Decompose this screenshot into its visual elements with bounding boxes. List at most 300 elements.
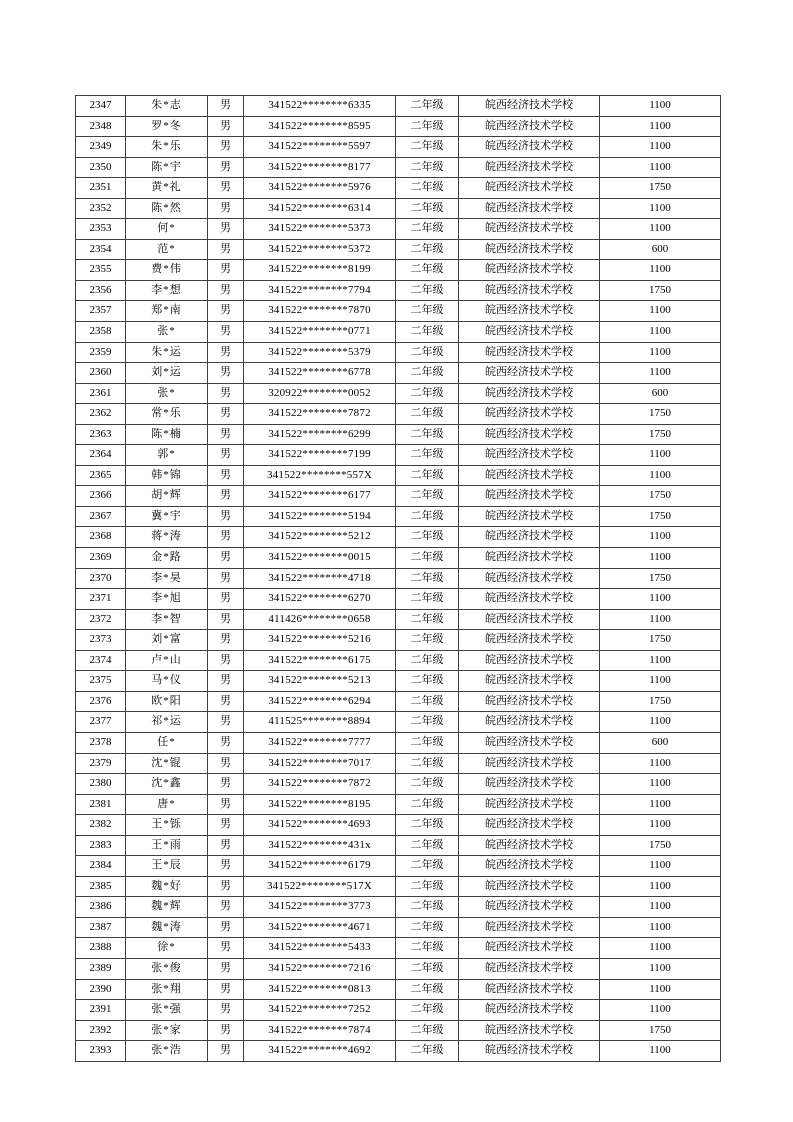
amount-cell: 1100 <box>600 260 721 281</box>
amount-cell: 1100 <box>600 1041 721 1062</box>
table-row <box>76 650 721 671</box>
grade-cell: 二年级 <box>396 342 459 363</box>
gender-cell: 男 <box>208 342 244 363</box>
school-cell: 皖西经济技术学校 <box>459 363 600 384</box>
school-cell: 皖西经济技术学校 <box>459 671 600 692</box>
grade-cell: 二年级 <box>396 96 459 117</box>
name-cell: 魏*辉 <box>126 897 208 918</box>
serial-cell: 2358 <box>76 322 126 343</box>
amount-cell: 1100 <box>600 609 721 630</box>
id-number-cell: 341522********8195 <box>244 794 396 815</box>
gender-cell: 男 <box>208 548 244 569</box>
serial-cell: 2376 <box>76 691 126 712</box>
serial-cell: 2381 <box>76 794 126 815</box>
name-cell: 陈*然 <box>126 198 208 219</box>
grade-cell: 二年级 <box>396 404 459 425</box>
serial-cell: 2377 <box>76 712 126 733</box>
school-cell: 皖西经济技术学校 <box>459 938 600 959</box>
name-cell: 李*智 <box>126 609 208 630</box>
grade-cell: 二年级 <box>396 363 459 384</box>
gender-cell: 男 <box>208 116 244 137</box>
id-number-cell: 341522********5372 <box>244 239 396 260</box>
grade-cell: 二年级 <box>396 445 459 466</box>
amount-cell: 1100 <box>600 116 721 137</box>
table-row <box>76 979 721 1000</box>
serial-cell: 2383 <box>76 835 126 856</box>
amount-cell: 1100 <box>600 897 721 918</box>
name-cell: 郑*南 <box>126 301 208 322</box>
table-row <box>76 630 721 651</box>
name-cell: 费*伟 <box>126 260 208 281</box>
serial-cell: 2369 <box>76 548 126 569</box>
grade-cell: 二年级 <box>396 691 459 712</box>
table-row <box>76 589 721 610</box>
serial-cell: 2352 <box>76 198 126 219</box>
table-row <box>76 219 721 240</box>
grade-cell: 二年级 <box>396 116 459 137</box>
table-row <box>76 137 721 158</box>
gender-cell: 男 <box>208 137 244 158</box>
gender-cell: 男 <box>208 424 244 445</box>
grade-cell: 二年级 <box>396 548 459 569</box>
grade-cell: 二年级 <box>396 219 459 240</box>
school-cell: 皖西经济技术学校 <box>459 650 600 671</box>
name-cell: 李*昊 <box>126 568 208 589</box>
id-number-cell: 341522********4718 <box>244 568 396 589</box>
table-row <box>76 342 721 363</box>
amount-cell: 1100 <box>600 548 721 569</box>
table-row <box>76 383 721 404</box>
grade-cell: 二年级 <box>396 137 459 158</box>
grade-cell: 二年级 <box>396 979 459 1000</box>
id-number-cell: 341522********4693 <box>244 815 396 836</box>
name-cell: 魏*涛 <box>126 917 208 938</box>
id-number-cell: 341522********5373 <box>244 219 396 240</box>
name-cell: 朱*运 <box>126 342 208 363</box>
school-cell: 皖西经济技术学校 <box>459 198 600 219</box>
table-row <box>76 794 721 815</box>
school-cell: 皖西经济技术学校 <box>459 815 600 836</box>
id-number-cell: 341522********557X <box>244 465 396 486</box>
serial-cell: 2355 <box>76 260 126 281</box>
school-cell: 皖西经济技术学校 <box>459 897 600 918</box>
grade-cell: 二年级 <box>396 589 459 610</box>
table-row <box>76 609 721 630</box>
serial-cell: 2365 <box>76 465 126 486</box>
name-cell: 张*家 <box>126 1020 208 1041</box>
school-cell: 皖西经济技术学校 <box>459 342 600 363</box>
gender-cell: 男 <box>208 897 244 918</box>
gender-cell: 男 <box>208 506 244 527</box>
id-number-cell: 341522********7216 <box>244 958 396 979</box>
gender-cell: 男 <box>208 322 244 343</box>
grade-cell: 二年级 <box>396 671 459 692</box>
gender-cell: 男 <box>208 445 244 466</box>
name-cell: 何* <box>126 219 208 240</box>
grade-cell: 二年级 <box>396 835 459 856</box>
grade-cell: 二年级 <box>396 301 459 322</box>
gender-cell: 男 <box>208 96 244 117</box>
gender-cell: 男 <box>208 301 244 322</box>
grade-cell: 二年级 <box>396 280 459 301</box>
school-cell: 皖西经济技术学校 <box>459 383 600 404</box>
name-cell: 祁*运 <box>126 712 208 733</box>
grade-cell: 二年级 <box>396 322 459 343</box>
serial-cell: 2357 <box>76 301 126 322</box>
grade-cell: 二年级 <box>396 1000 459 1021</box>
grade-cell: 二年级 <box>396 917 459 938</box>
id-number-cell: 341522********7777 <box>244 732 396 753</box>
table-row <box>76 1041 721 1062</box>
school-cell: 皖西经济技术学校 <box>459 979 600 1000</box>
gender-cell: 男 <box>208 589 244 610</box>
name-cell: 唐* <box>126 794 208 815</box>
grade-cell: 二年级 <box>396 650 459 671</box>
id-number-cell: 320922********0052 <box>244 383 396 404</box>
table-row <box>76 239 721 260</box>
name-cell: 范* <box>126 239 208 260</box>
amount-cell: 1750 <box>600 280 721 301</box>
table-row <box>76 157 721 178</box>
serial-cell: 2390 <box>76 979 126 1000</box>
grade-cell: 二年级 <box>396 630 459 651</box>
table-row <box>76 712 721 733</box>
amount-cell: 1750 <box>600 178 721 199</box>
amount-cell: 600 <box>600 383 721 404</box>
amount-cell: 1100 <box>600 794 721 815</box>
school-cell: 皖西经济技术学校 <box>459 589 600 610</box>
serial-cell: 2362 <box>76 404 126 425</box>
school-cell: 皖西经济技术学校 <box>459 630 600 651</box>
id-number-cell: 341522********4671 <box>244 917 396 938</box>
grade-cell: 二年级 <box>396 506 459 527</box>
serial-cell: 2387 <box>76 917 126 938</box>
table-row <box>76 917 721 938</box>
serial-cell: 2351 <box>76 178 126 199</box>
table-row <box>76 1020 721 1041</box>
gender-cell: 男 <box>208 383 244 404</box>
id-number-cell: 341522********7252 <box>244 1000 396 1021</box>
grade-cell: 二年级 <box>396 1020 459 1041</box>
id-number-cell: 341522********0771 <box>244 322 396 343</box>
gender-cell: 男 <box>208 239 244 260</box>
serial-cell: 2392 <box>76 1020 126 1041</box>
school-cell: 皖西经济技术学校 <box>459 116 600 137</box>
amount-cell: 1750 <box>600 691 721 712</box>
gender-cell: 男 <box>208 157 244 178</box>
table-row <box>76 774 721 795</box>
id-number-cell: 341522********6294 <box>244 691 396 712</box>
serial-cell: 2353 <box>76 219 126 240</box>
gender-cell: 男 <box>208 260 244 281</box>
grade-cell: 二年级 <box>396 239 459 260</box>
gender-cell: 男 <box>208 917 244 938</box>
amount-cell: 1100 <box>600 958 721 979</box>
name-cell: 朱*志 <box>126 96 208 117</box>
grade-cell: 二年级 <box>396 938 459 959</box>
gender-cell: 男 <box>208 650 244 671</box>
name-cell: 李*想 <box>126 280 208 301</box>
table-row <box>76 424 721 445</box>
serial-cell: 2361 <box>76 383 126 404</box>
grade-cell: 二年级 <box>396 774 459 795</box>
id-number-cell: 341522********6270 <box>244 589 396 610</box>
name-cell: 魏*好 <box>126 876 208 897</box>
name-cell: 韩*锦 <box>126 465 208 486</box>
id-number-cell: 341522********5216 <box>244 630 396 651</box>
amount-cell: 1750 <box>600 835 721 856</box>
gender-cell: 男 <box>208 835 244 856</box>
gender-cell: 男 <box>208 1000 244 1021</box>
serial-cell: 2349 <box>76 137 126 158</box>
id-number-cell: 341522********7794 <box>244 280 396 301</box>
school-cell: 皖西经济技术学校 <box>459 712 600 733</box>
gender-cell: 男 <box>208 979 244 1000</box>
name-cell: 马*仪 <box>126 671 208 692</box>
amount-cell: 1100 <box>600 917 721 938</box>
name-cell: 徐* <box>126 938 208 959</box>
amount-cell: 1100 <box>600 301 721 322</box>
table-row <box>76 1000 721 1021</box>
id-number-cell: 341522********6299 <box>244 424 396 445</box>
amount-cell: 600 <box>600 732 721 753</box>
amount-cell: 600 <box>600 239 721 260</box>
grade-cell: 二年级 <box>396 876 459 897</box>
serial-cell: 2379 <box>76 753 126 774</box>
table-row <box>76 322 721 343</box>
table-row <box>76 178 721 199</box>
school-cell: 皖西经济技术学校 <box>459 753 600 774</box>
serial-cell: 2375 <box>76 671 126 692</box>
gender-cell: 男 <box>208 732 244 753</box>
name-cell: 胡*辉 <box>126 486 208 507</box>
id-number-cell: 341522********7872 <box>244 404 396 425</box>
id-number-cell: 341522********5433 <box>244 938 396 959</box>
gender-cell: 男 <box>208 363 244 384</box>
id-number-cell: 341522********8199 <box>244 260 396 281</box>
amount-cell: 1100 <box>600 96 721 117</box>
school-cell: 皖西经济技术学校 <box>459 691 600 712</box>
name-cell: 欧*阳 <box>126 691 208 712</box>
amount-cell: 1100 <box>600 342 721 363</box>
school-cell: 皖西经济技术学校 <box>459 322 600 343</box>
school-cell: 皖西经济技术学校 <box>459 260 600 281</box>
school-cell: 皖西经济技术学校 <box>459 137 600 158</box>
serial-cell: 2385 <box>76 876 126 897</box>
id-number-cell: 341522********5379 <box>244 342 396 363</box>
grade-cell: 二年级 <box>396 260 459 281</box>
name-cell: 任* <box>126 732 208 753</box>
amount-cell: 1100 <box>600 753 721 774</box>
id-number-cell: 341522********5597 <box>244 137 396 158</box>
gender-cell: 男 <box>208 404 244 425</box>
serial-cell: 2378 <box>76 732 126 753</box>
school-cell: 皖西经济技术学校 <box>459 219 600 240</box>
id-number-cell: 341522********4692 <box>244 1041 396 1062</box>
serial-cell: 2371 <box>76 589 126 610</box>
school-cell: 皖西经济技术学校 <box>459 178 600 199</box>
grade-cell: 二年级 <box>396 794 459 815</box>
school-cell: 皖西经济技术学校 <box>459 239 600 260</box>
table-row <box>76 445 721 466</box>
name-cell: 刘*运 <box>126 363 208 384</box>
serial-cell: 2386 <box>76 897 126 918</box>
grade-cell: 二年级 <box>396 568 459 589</box>
table-row <box>76 671 721 692</box>
grade-cell: 二年级 <box>396 178 459 199</box>
gender-cell: 男 <box>208 774 244 795</box>
id-number-cell: 341522********6175 <box>244 650 396 671</box>
serial-cell: 2364 <box>76 445 126 466</box>
name-cell: 金*路 <box>126 548 208 569</box>
gender-cell: 男 <box>208 815 244 836</box>
school-cell: 皖西经济技术学校 <box>459 1041 600 1062</box>
school-cell: 皖西经济技术学校 <box>459 856 600 877</box>
grade-cell: 二年级 <box>396 1041 459 1062</box>
id-number-cell: 341522********6778 <box>244 363 396 384</box>
gender-cell: 男 <box>208 568 244 589</box>
id-number-cell: 341522********5194 <box>244 506 396 527</box>
gender-cell: 男 <box>208 609 244 630</box>
gender-cell: 男 <box>208 753 244 774</box>
serial-cell: 2348 <box>76 116 126 137</box>
school-cell: 皖西经济技术学校 <box>459 548 600 569</box>
name-cell: 刘*富 <box>126 630 208 651</box>
name-cell: 沈*锟 <box>126 753 208 774</box>
amount-cell: 1750 <box>600 404 721 425</box>
serial-cell: 2382 <box>76 815 126 836</box>
name-cell: 张*翔 <box>126 979 208 1000</box>
table-row <box>76 815 721 836</box>
school-cell: 皖西经济技术学校 <box>459 958 600 979</box>
school-cell: 皖西经济技术学校 <box>459 1000 600 1021</box>
table-row <box>76 506 721 527</box>
id-number-cell: 341522********5212 <box>244 527 396 548</box>
gender-cell: 男 <box>208 465 244 486</box>
school-cell: 皖西经济技术学校 <box>459 794 600 815</box>
school-cell: 皖西经济技术学校 <box>459 506 600 527</box>
name-cell: 朱*乐 <box>126 137 208 158</box>
serial-cell: 2368 <box>76 527 126 548</box>
id-number-cell: 341522********6177 <box>244 486 396 507</box>
table-row <box>76 198 721 219</box>
grade-cell: 二年级 <box>396 753 459 774</box>
amount-cell: 1750 <box>600 424 721 445</box>
school-cell: 皖西经济技术学校 <box>459 486 600 507</box>
table-row <box>76 856 721 877</box>
serial-cell: 2384 <box>76 856 126 877</box>
serial-cell: 2370 <box>76 568 126 589</box>
grade-cell: 二年级 <box>396 486 459 507</box>
school-cell: 皖西经济技术学校 <box>459 465 600 486</box>
school-cell: 皖西经济技术学校 <box>459 1020 600 1041</box>
gender-cell: 男 <box>208 486 244 507</box>
gender-cell: 男 <box>208 630 244 651</box>
gender-cell: 男 <box>208 178 244 199</box>
school-cell: 皖西经济技术学校 <box>459 876 600 897</box>
school-cell: 皖西经济技术学校 <box>459 301 600 322</box>
table-row <box>76 897 721 918</box>
grade-cell: 二年级 <box>396 198 459 219</box>
table-row <box>76 486 721 507</box>
table-body <box>76 96 721 1062</box>
table-row <box>76 835 721 856</box>
id-number-cell: 341522********0813 <box>244 979 396 1000</box>
gender-cell: 男 <box>208 1041 244 1062</box>
id-number-cell: 341522********7199 <box>244 445 396 466</box>
amount-cell: 1100 <box>600 938 721 959</box>
id-number-cell: 341522********7874 <box>244 1020 396 1041</box>
name-cell: 常*乐 <box>126 404 208 425</box>
amount-cell: 1100 <box>600 157 721 178</box>
amount-cell: 1100 <box>600 856 721 877</box>
gender-cell: 男 <box>208 280 244 301</box>
id-number-cell: 341522********5976 <box>244 178 396 199</box>
gender-cell: 男 <box>208 1020 244 1041</box>
gender-cell: 男 <box>208 219 244 240</box>
table-row <box>76 938 721 959</box>
amount-cell: 1100 <box>600 979 721 1000</box>
school-cell: 皖西经济技术学校 <box>459 917 600 938</box>
grade-cell: 二年级 <box>396 465 459 486</box>
school-cell: 皖西经济技术学校 <box>459 445 600 466</box>
grade-cell: 二年级 <box>396 383 459 404</box>
gender-cell: 男 <box>208 712 244 733</box>
student-funding-table <box>75 95 721 1062</box>
school-cell: 皖西经济技术学校 <box>459 404 600 425</box>
gender-cell: 男 <box>208 958 244 979</box>
id-number-cell: 411426********0658 <box>244 609 396 630</box>
name-cell: 黄*礼 <box>126 178 208 199</box>
gender-cell: 男 <box>208 527 244 548</box>
serial-cell: 2350 <box>76 157 126 178</box>
serial-cell: 2374 <box>76 650 126 671</box>
gender-cell: 男 <box>208 691 244 712</box>
amount-cell: 1100 <box>600 363 721 384</box>
id-number-cell: 341522********7017 <box>244 753 396 774</box>
name-cell: 陈*宇 <box>126 157 208 178</box>
id-number-cell: 341522********3773 <box>244 897 396 918</box>
serial-cell: 2388 <box>76 938 126 959</box>
id-number-cell: 341522********517X <box>244 876 396 897</box>
amount-cell: 1750 <box>600 630 721 651</box>
name-cell: 罗*冬 <box>126 116 208 137</box>
serial-cell: 2359 <box>76 342 126 363</box>
amount-cell: 1100 <box>600 219 721 240</box>
serial-cell: 2389 <box>76 958 126 979</box>
serial-cell: 2391 <box>76 1000 126 1021</box>
amount-cell: 1750 <box>600 1020 721 1041</box>
id-number-cell: 341522********5213 <box>244 671 396 692</box>
gender-cell: 男 <box>208 876 244 897</box>
school-cell: 皖西经济技术学校 <box>459 157 600 178</box>
amount-cell: 1750 <box>600 506 721 527</box>
table-row <box>76 404 721 425</box>
grade-cell: 二年级 <box>396 424 459 445</box>
amount-cell: 1100 <box>600 1000 721 1021</box>
name-cell: 张*强 <box>126 1000 208 1021</box>
grade-cell: 二年级 <box>396 815 459 836</box>
school-cell: 皖西经济技术学校 <box>459 835 600 856</box>
name-cell: 张*俊 <box>126 958 208 979</box>
grade-cell: 二年级 <box>396 732 459 753</box>
school-cell: 皖西经济技术学校 <box>459 527 600 548</box>
serial-cell: 2360 <box>76 363 126 384</box>
id-number-cell: 341522********6314 <box>244 198 396 219</box>
id-number-cell: 341522********7870 <box>244 301 396 322</box>
table-row <box>76 548 721 569</box>
school-cell: 皖西经济技术学校 <box>459 774 600 795</box>
